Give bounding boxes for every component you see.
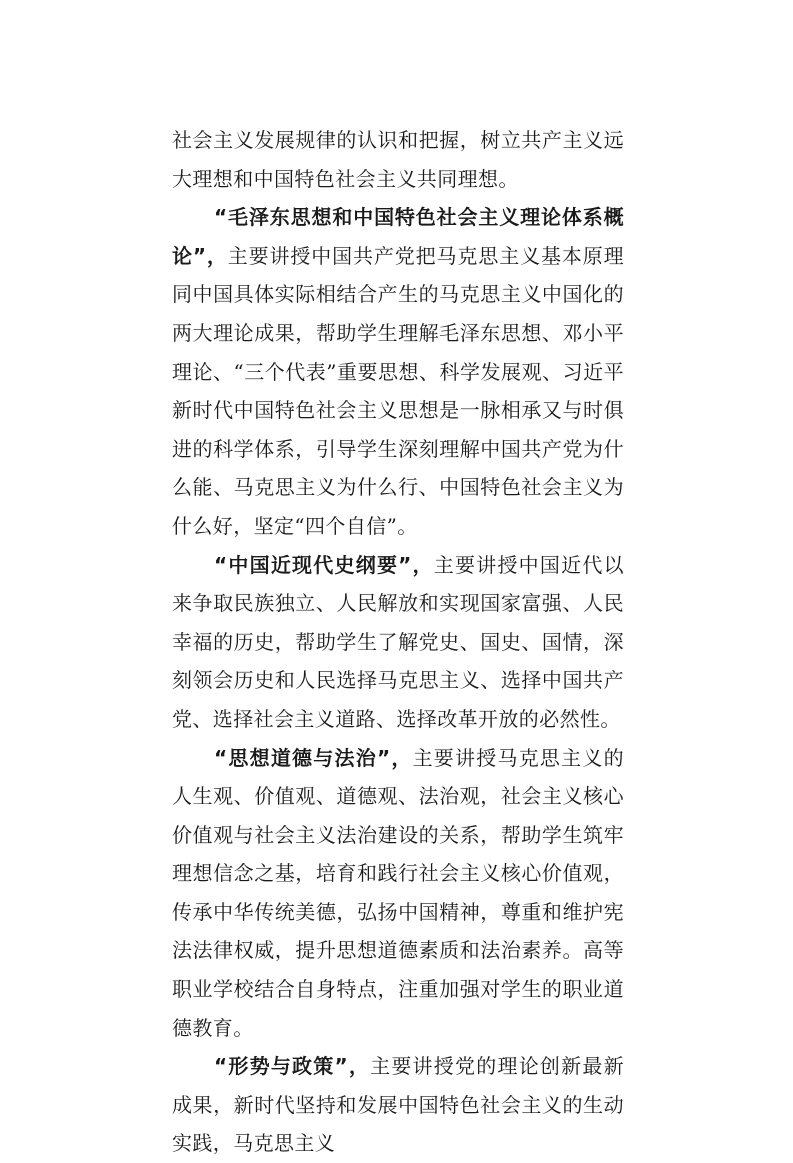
paragraph-text: 主要讲授党的理论创新最新成果，新时代坚持和发展中国特色社会主义的生动实践，马克思主义	[172, 1054, 624, 1156]
course-title: “毛泽东思想和中国特色社会主义理论体系概论”，	[172, 205, 624, 268]
paragraph-mao-thought	[172, 198, 624, 545]
course-title: “思想道德与法治”，	[214, 745, 413, 770]
paragraph-situation-policy	[172, 1047, 624, 1163]
paragraph-modern-history	[172, 546, 624, 739]
paragraph-text: 主要讲授马克思主义的人生观、价值观、道德观、法治观，社会主义核心价值观与社会主义法治建设的关系，帮助学生筑牢理想信念之基，培育和践行社会主义核心价值观，传承中华传统美德，弘扬中国精神，尊重和维护宪法法律权威，提升思想道德素质和法治素养。高等职业学校结合自身特点，注重加强对学生的职业道德教育。	[172, 745, 625, 1040]
paragraph-continuation	[172, 121, 624, 198]
paragraph-text: 社会主义发展规律的认识和把握，树立共产主义远大理想和中国特色社会主义共同理想。	[172, 128, 624, 191]
course-title: “形势与政策”，	[214, 1054, 371, 1079]
paragraph-ethics-law	[172, 739, 624, 1048]
paragraph-text: 主要讲授中国近代以来争取民族独立、人民解放和实现国家富强、人民幸福的历史，帮助学生了解党史、国史、国情，深刻领会历史和人民选择马克思主义、选择中国共产党、选择社会主义道路、选择改革开放的必然性。	[172, 552, 624, 731]
paragraph-text: 主要讲授中国共产党把马克思主义基本原理同中国具体实际相结合产生的马克思主义中国化的两大理论成果，帮助学生理解毛泽东思想、邓小平理论、“三个代表”重要思想、科学发展观、习近平新时代中国特色社会主义思想是一脉相承又与时俱进的科学体系，引导学生深刻理解中国共产党为什么能、马克思主义为什么行、中国特色社会主义为什么好，坚定“四个自信”。	[172, 243, 624, 538]
course-title: “中国近现代史纲要”，	[214, 552, 434, 577]
document-body	[172, 121, 624, 1163]
